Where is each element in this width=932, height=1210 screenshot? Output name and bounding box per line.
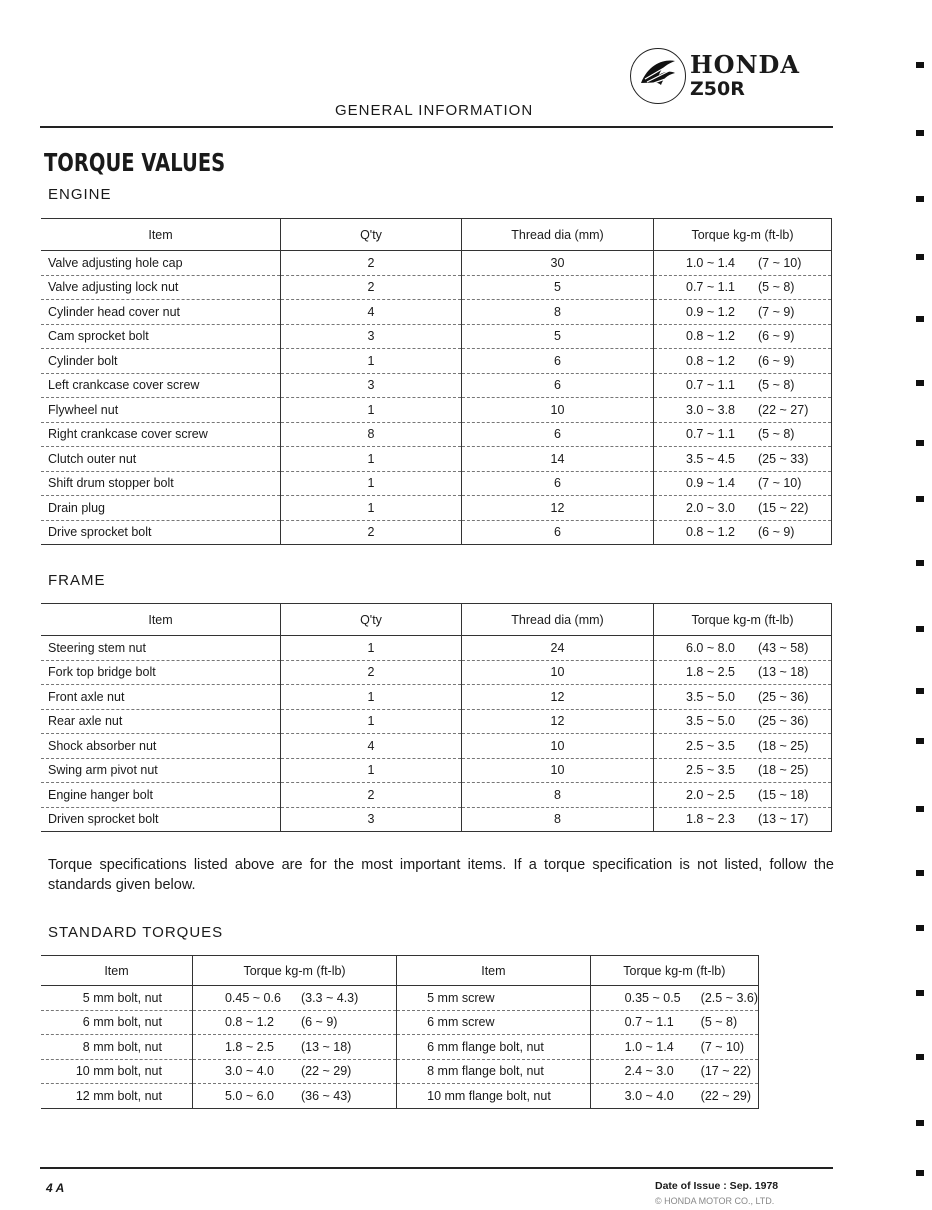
- table-row: [41, 398, 832, 423]
- torque-cell: [192, 1010, 396, 1035]
- scan-mark: [916, 560, 924, 566]
- table-row: [41, 373, 832, 398]
- torque-cell: [654, 349, 832, 374]
- qty-cell: 1: [281, 447, 462, 472]
- torque-kgm: 3.0 ~ 4.0: [224, 1064, 274, 1079]
- torque-ftlb: (13 ~ 17): [758, 812, 809, 827]
- item-cell: Right crankcase cover screw: [41, 422, 281, 447]
- torque-ftlb: (3.3 ~ 4.3): [300, 990, 359, 1005]
- section-title: GENERAL INFORMATION: [335, 102, 534, 119]
- torque-kgm: 3.0 ~ 3.8: [686, 402, 735, 417]
- torque-cell: [654, 709, 832, 734]
- table-row: [41, 1084, 759, 1109]
- copyright: © HONDA MOTOR CO., LTD.: [655, 1196, 775, 1206]
- torque-kgm: 2.4 ~ 3.0: [624, 1064, 674, 1079]
- torque-cell: [654, 251, 832, 276]
- item-cell: Engine hanger bolt: [41, 783, 281, 808]
- torque-cell: [654, 783, 832, 808]
- scan-mark: [916, 380, 924, 386]
- torque-kgm: 5.0 ~ 6.0: [224, 1088, 274, 1103]
- thread-cell: 6: [462, 520, 654, 545]
- table-row: [41, 1010, 759, 1035]
- torque-kgm: 3.5 ~ 5.0: [686, 689, 735, 704]
- item-cell: Valve adjusting lock nut: [41, 275, 281, 300]
- item-cell: 5 mm bolt, nut: [41, 986, 192, 1011]
- torque-ftlb: (18 ~ 25): [758, 763, 809, 778]
- torque-cell: [192, 1035, 396, 1060]
- item-cell: Steering stem nut: [41, 636, 281, 661]
- torque-kgm: 0.7 ~ 1.1: [686, 427, 735, 442]
- table-row: [41, 986, 759, 1011]
- scan-mark: [916, 990, 924, 996]
- qty-cell: 3: [281, 373, 462, 398]
- date-of-issue: Date of Issue : Sep. 1978: [655, 1180, 779, 1192]
- qty-cell: 1: [281, 471, 462, 496]
- item-cell-2: 10 mm flange bolt, nut: [397, 1084, 591, 1109]
- table-row: [41, 496, 832, 521]
- torque-ftlb: (5 ~ 8): [758, 378, 795, 393]
- torque-kgm: 0.7 ~ 1.1: [686, 280, 735, 295]
- torque-kgm: 0.8 ~ 1.2: [224, 1015, 274, 1030]
- torque-ftlb: (5 ~ 8): [758, 280, 795, 295]
- item-cell: Drain plug: [41, 496, 281, 521]
- torque-cell: [654, 398, 832, 423]
- thread-cell: 6: [462, 373, 654, 398]
- qty-cell: 1: [281, 685, 462, 710]
- torque-ftlb: (25 ~ 33): [758, 451, 809, 466]
- thread-cell: 10: [462, 660, 654, 685]
- torque-cell: [654, 807, 832, 832]
- torque-cell: [192, 1084, 396, 1109]
- item-cell: Cylinder head cover nut: [41, 300, 281, 325]
- thread-cell: 12: [462, 685, 654, 710]
- qty-cell: 2: [281, 275, 462, 300]
- scan-mark: [916, 130, 924, 136]
- table-row: [41, 734, 832, 759]
- torque-cell: [654, 496, 832, 521]
- column-header-torque-2: Torque kg-m (ft-lb): [590, 956, 758, 986]
- table-header-row: [41, 219, 832, 251]
- torque-cell-2: [590, 1084, 758, 1109]
- table-row: [41, 660, 832, 685]
- torque-ftlb: (13 ~ 18): [300, 1039, 352, 1054]
- torque-cell-2: [590, 1035, 758, 1060]
- item-cell: Swing arm pivot nut: [41, 758, 281, 783]
- table-header-row: [41, 604, 832, 636]
- scan-mark: [916, 496, 924, 502]
- item-cell: Flywheel nut: [41, 398, 281, 423]
- torque-cell: [654, 758, 832, 783]
- qty-cell: 1: [281, 709, 462, 734]
- header-divider: [40, 126, 833, 128]
- torque-ftlb: (6 ~ 9): [300, 1015, 338, 1030]
- qty-cell: 1: [281, 496, 462, 521]
- item-cell: Driven sprocket bolt: [41, 807, 281, 832]
- table-row: [41, 275, 832, 300]
- scan-mark: [916, 254, 924, 260]
- column-header-torque: Torque kg-m (ft-lb): [654, 219, 832, 251]
- torque-kgm: 2.5 ~ 3.5: [686, 763, 735, 778]
- table-row: [41, 636, 832, 661]
- qty-cell: 3: [281, 807, 462, 832]
- thread-cell: 5: [462, 275, 654, 300]
- torque-cell: [654, 734, 832, 759]
- torque-ftlb: (25 ~ 36): [758, 714, 809, 729]
- item-cell: Fork top bridge bolt: [41, 660, 281, 685]
- thread-cell: 24: [462, 636, 654, 661]
- page-number: 4 A: [46, 1181, 65, 1195]
- torque-cell: [654, 685, 832, 710]
- qty-cell: 2: [281, 520, 462, 545]
- table-row: [41, 300, 832, 325]
- table-row: [41, 758, 832, 783]
- torque-ftlb: (5 ~ 8): [700, 1015, 738, 1030]
- torque-cell: [654, 520, 832, 545]
- thread-cell: 6: [462, 349, 654, 374]
- item-cell: Left crankcase cover screw: [41, 373, 281, 398]
- torque-cell: [654, 660, 832, 685]
- torque-cell: [192, 986, 396, 1011]
- column-header-item: Item: [41, 956, 192, 986]
- scan-mark: [916, 62, 924, 68]
- thread-cell: 8: [462, 300, 654, 325]
- torque-ftlb: (6 ~ 9): [758, 353, 795, 368]
- thread-cell: 30: [462, 251, 654, 276]
- torque-kgm: 3.5 ~ 4.5: [686, 451, 735, 466]
- table-row: [41, 447, 832, 472]
- engine-torque-table: [41, 218, 832, 545]
- thread-cell: 10: [462, 398, 654, 423]
- torque-kgm: 1.8 ~ 2.5: [224, 1039, 274, 1054]
- torque-ftlb: (6 ~ 9): [758, 329, 795, 344]
- torque-ftlb: (5 ~ 8): [758, 427, 795, 442]
- item-cell: Rear axle nut: [41, 709, 281, 734]
- thread-cell: 6: [462, 471, 654, 496]
- qty-cell: 3: [281, 324, 462, 349]
- torque-kgm: 0.45 ~ 0.6: [224, 990, 281, 1005]
- column-header-item: Item: [41, 604, 281, 636]
- brand-name: HONDA: [690, 50, 800, 79]
- torque-ftlb: (7 ~ 10): [700, 1039, 745, 1054]
- torque-kgm: 1.8 ~ 2.3: [686, 812, 735, 827]
- column-header-thread: Thread dia (mm): [462, 604, 654, 636]
- torque-kgm: 6.0 ~ 8.0: [686, 640, 735, 655]
- column-header-qty: Q'ty: [281, 604, 462, 636]
- table-row: [41, 324, 832, 349]
- torque-ftlb: (25 ~ 36): [758, 689, 809, 704]
- thread-cell: 12: [462, 709, 654, 734]
- qty-cell: 2: [281, 783, 462, 808]
- torque-kgm: 0.9 ~ 1.2: [686, 304, 735, 319]
- column-header-torque: Torque kg-m (ft-lb): [654, 604, 832, 636]
- torque-kgm: 2.0 ~ 3.0: [686, 500, 735, 515]
- wing-emblem-icon: [630, 48, 686, 104]
- torque-cell-2: [590, 986, 758, 1011]
- torque-kgm: 1.0 ~ 1.4: [624, 1039, 674, 1054]
- torque-cell: [654, 471, 832, 496]
- qty-cell: 2: [281, 251, 462, 276]
- scan-mark: [916, 688, 924, 694]
- item-cell: 6 mm bolt, nut: [41, 1010, 192, 1035]
- scan-mark: [916, 925, 924, 931]
- page-title: TORQUE VALUES: [44, 148, 226, 177]
- torque-cell: [654, 373, 832, 398]
- qty-cell: 2: [281, 660, 462, 685]
- item-cell: Front axle nut: [41, 685, 281, 710]
- thread-cell: 14: [462, 447, 654, 472]
- table-row: [41, 1035, 759, 1060]
- torque-cell: [654, 300, 832, 325]
- table-row: [41, 251, 832, 276]
- item-cell: 10 mm bolt, nut: [41, 1059, 192, 1084]
- scan-mark: [916, 806, 924, 812]
- thread-cell: 8: [462, 807, 654, 832]
- item-cell-2: 5 mm screw: [397, 986, 591, 1011]
- qty-cell: 1: [281, 636, 462, 661]
- standard-torques-table: [41, 955, 759, 1109]
- scan-mark: [916, 626, 924, 632]
- torque-ftlb: (36 ~ 43): [300, 1088, 352, 1103]
- torque-kgm: 0.8 ~ 1.2: [686, 525, 735, 540]
- torque-kgm: 2.0 ~ 2.5: [686, 787, 735, 802]
- thread-cell: 10: [462, 758, 654, 783]
- item-cell: Cam sprocket bolt: [41, 324, 281, 349]
- scan-mark: [916, 870, 924, 876]
- frame-heading: FRAME: [48, 572, 106, 589]
- table-header-row: [41, 956, 759, 986]
- scan-mark: [916, 316, 924, 322]
- standard-torques-heading: STANDARD TORQUES: [48, 924, 224, 941]
- torque-cell: [654, 447, 832, 472]
- torque-ftlb: (7 ~ 10): [758, 255, 802, 270]
- qty-cell: 1: [281, 398, 462, 423]
- item-cell-2: 6 mm flange bolt, nut: [397, 1035, 591, 1060]
- item-cell: 8 mm bolt, nut: [41, 1035, 192, 1060]
- column-header-torque: Torque kg-m (ft-lb): [192, 956, 396, 986]
- torque-ftlb: (7 ~ 10): [758, 476, 802, 491]
- torque-kgm: 0.9 ~ 1.4: [686, 476, 735, 491]
- thread-cell: 10: [462, 734, 654, 759]
- item-cell: Valve adjusting hole cap: [41, 251, 281, 276]
- torque-kgm: 0.8 ~ 1.2: [686, 353, 735, 368]
- engine-heading: ENGINE: [48, 186, 112, 203]
- torque-ftlb: (6 ~ 9): [758, 525, 795, 540]
- item-cell-2: 6 mm screw: [397, 1010, 591, 1035]
- qty-cell: 4: [281, 734, 462, 759]
- torque-kgm: 0.8 ~ 1.2: [686, 329, 735, 344]
- torque-ftlb: (13 ~ 18): [758, 665, 809, 680]
- model-name: Z50R: [690, 78, 745, 100]
- torque-note: Torque specifications listed above are for the most important items. If a torque specification is not listed, follow the standards given below.: [48, 857, 834, 893]
- thread-cell: 8: [462, 783, 654, 808]
- table-row: [41, 349, 832, 374]
- torque-cell: [654, 324, 832, 349]
- thread-cell: 5: [462, 324, 654, 349]
- torque-ftlb: (18 ~ 25): [758, 738, 809, 753]
- torque-ftlb: (22 ~ 29): [300, 1064, 352, 1079]
- column-header-thread: Thread dia (mm): [462, 219, 654, 251]
- torque-ftlb: (2.5 ~ 3.6): [700, 990, 758, 1005]
- torque-cell-2: [590, 1010, 758, 1035]
- thread-cell: 12: [462, 496, 654, 521]
- torque-ftlb: (7 ~ 9): [758, 304, 795, 319]
- table-row: [41, 520, 832, 545]
- table-row: [41, 685, 832, 710]
- item-cell-2: 8 mm flange bolt, nut: [397, 1059, 591, 1084]
- qty-cell: 1: [281, 349, 462, 374]
- item-cell: Shock absorber nut: [41, 734, 281, 759]
- torque-cell: [192, 1059, 396, 1084]
- scan-mark: [916, 1054, 924, 1060]
- item-cell: 12 mm bolt, nut: [41, 1084, 192, 1109]
- torque-cell: [654, 636, 832, 661]
- torque-kgm: 0.7 ~ 1.1: [686, 378, 735, 393]
- scan-mark: [916, 440, 924, 446]
- torque-kgm: 1.0 ~ 1.4: [686, 255, 735, 270]
- column-header-item-2: Item: [397, 956, 591, 986]
- torque-kgm: 0.7 ~ 1.1: [624, 1015, 674, 1030]
- scan-mark: [916, 738, 924, 744]
- thread-cell: 6: [462, 422, 654, 447]
- table-row: [41, 1059, 759, 1084]
- torque-cell: [654, 275, 832, 300]
- torque-kgm: 3.5 ~ 5.0: [686, 714, 735, 729]
- table-row: [41, 807, 832, 832]
- torque-ftlb: (15 ~ 22): [758, 500, 809, 515]
- torque-ftlb: (22 ~ 27): [758, 402, 809, 417]
- column-header-item: Item: [41, 219, 281, 251]
- torque-ftlb: (43 ~ 58): [758, 640, 809, 655]
- torque-cell-2: [590, 1059, 758, 1084]
- torque-kgm: 1.8 ~ 2.5: [686, 665, 735, 680]
- torque-ftlb: (22 ~ 29): [700, 1088, 752, 1103]
- item-cell: Cylinder bolt: [41, 349, 281, 374]
- footer-divider: [40, 1167, 833, 1169]
- torque-ftlb: (15 ~ 18): [758, 787, 809, 802]
- torque-kgm: 3.0 ~ 4.0: [624, 1088, 674, 1103]
- scan-mark: [916, 196, 924, 202]
- item-cell: Drive sprocket bolt: [41, 520, 281, 545]
- table-row: [41, 471, 832, 496]
- torque-ftlb: (17 ~ 22): [700, 1064, 752, 1079]
- qty-cell: 1: [281, 758, 462, 783]
- table-row: [41, 422, 832, 447]
- frame-torque-table: [41, 603, 832, 832]
- torque-kgm: 2.5 ~ 3.5: [686, 738, 735, 753]
- qty-cell: 4: [281, 300, 462, 325]
- torque-cell: [654, 422, 832, 447]
- item-cell: Shift drum stopper bolt: [41, 471, 281, 496]
- torque-kgm: 0.35 ~ 0.5: [624, 990, 681, 1005]
- column-header-qty: Q'ty: [281, 219, 462, 251]
- table-row: [41, 783, 832, 808]
- item-cell: Clutch outer nut: [41, 447, 281, 472]
- qty-cell: 8: [281, 422, 462, 447]
- table-row: [41, 709, 832, 734]
- scan-mark: [916, 1170, 924, 1176]
- scan-mark: [916, 1120, 924, 1126]
